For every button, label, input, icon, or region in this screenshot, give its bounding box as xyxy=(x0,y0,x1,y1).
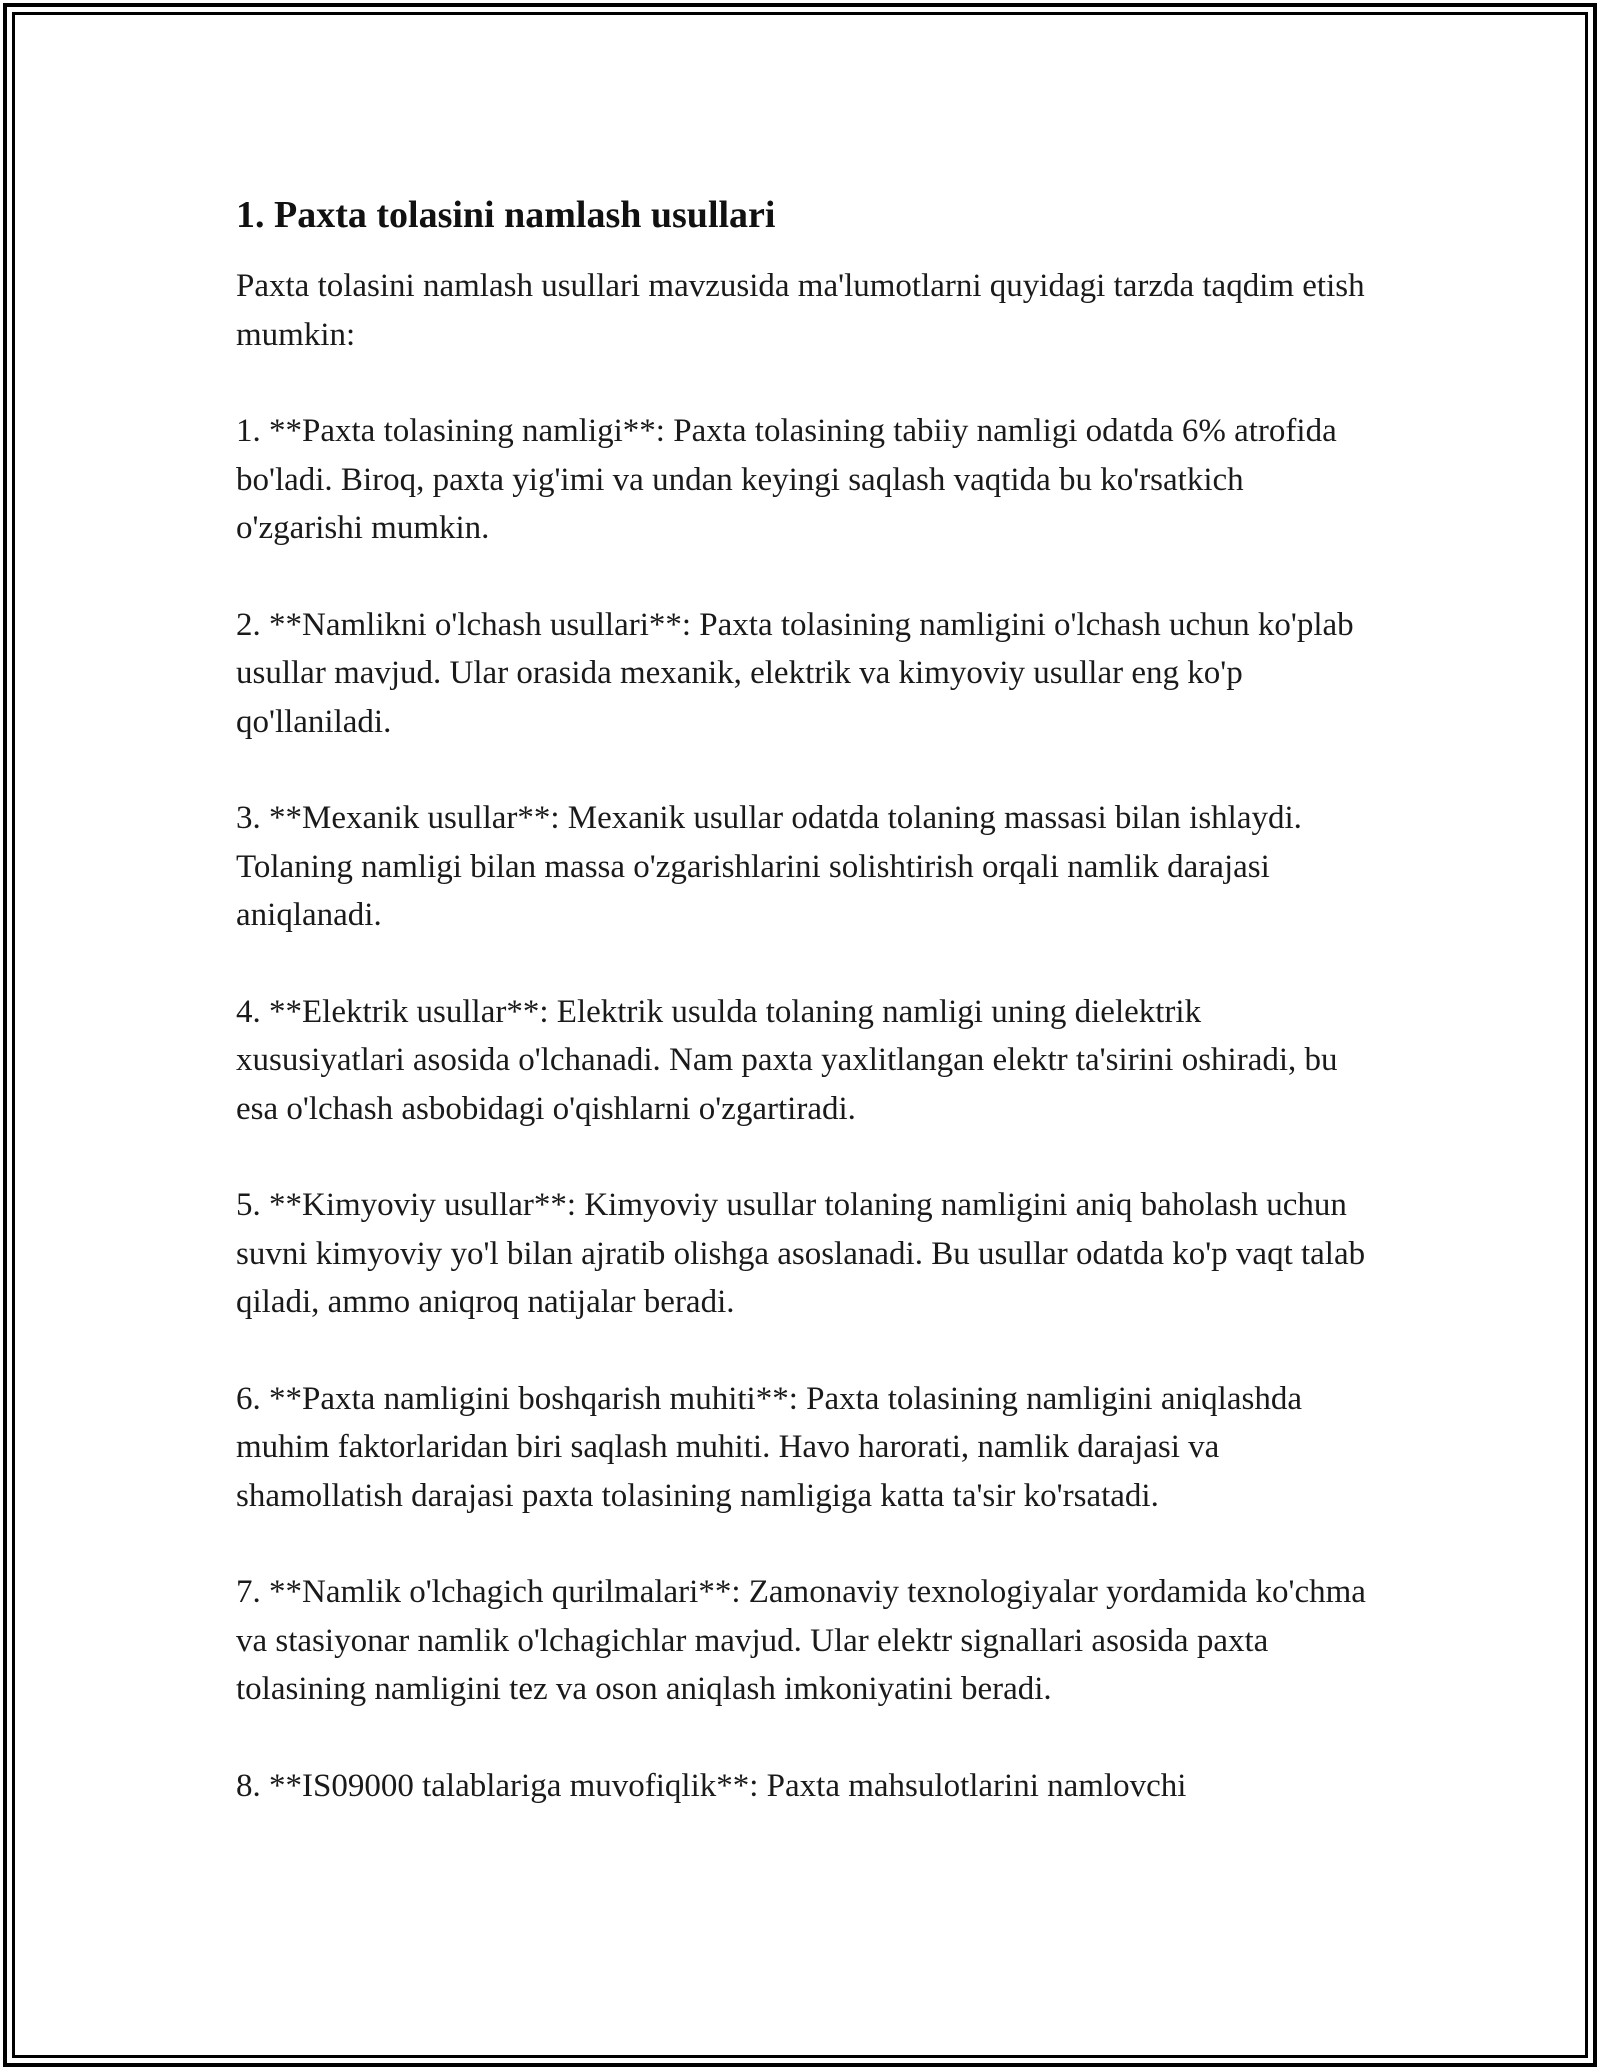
intro-paragraph: Paxta tolasini namlash usullari mavzusida ma'lumotlarni quyidagi tarzda taqdim etish mumkin: xyxy=(236,268,1365,353)
list-item: 3. **Mexanik usullar**: Mexanik usullar odatda tolaning massasi bilan ishlaydi. Tolaning namligi bilan massa o'zgarishlarini solishtirish orqali namlik darajasi aniqlanadi. xyxy=(236,800,1302,933)
list-item: 6. **Paxta namligini boshqarish muhiti**: Paxta tolasining namligini aniqlashda muhim faktorlaridan biri saqlash muhiti. Havo harorati, namlik darajasi va shamollatish darajasi paxta tolasining namligiga katta ta'sir ko'rsatadi. xyxy=(236,1380,1302,1514)
list-item: 8. **IS09000 talablariga muvofiqlik**: Paxta mahsulotlarini namlovchi xyxy=(236,1767,1187,1804)
list-item: 2. **Namlikni o'lchash usullari**: Paxta tolasining namligini o'lchash uchun ko'plab usullar mavjud. Ular orasida mexanik, elektrik va kimyoviy usullar eng ko'p qo'llaniladi. xyxy=(236,606,1354,740)
list-item: 5. **Kimyoviy usullar**: Kimyoviy usullar tolaning namligini aniq baholash uchun suvni kimyoviy yo'l bilan ajratib olishga asoslanadi. Bu usullar odatda ko'p vaqt talab qiladi, ammo aniqroq natijalar beradi. xyxy=(236,1187,1366,1320)
document-title: 1. Paxta tolasini namlash usullari xyxy=(236,194,776,236)
list-item: 4. **Elektrik usullar**: Elektrik usulda tolaning namligi uning dielektrik xususiyatlari asosida o'lchanadi. Nam paxta yaxlitlangan elektr ta'sirini oshiradi, bu esa o'lchash asbobidagi o'qishlarni o'zgartiradi. xyxy=(236,993,1338,1127)
list-item: 1. **Paxta tolasining namligi**: Paxta tolasining tabiiy namligi odatda 6% atrofida bo'ladi. Biroq, paxta yig'imi va undan keyingi saqlash vaqtida bu ko'rsatkich o'zgarishi mumkin. xyxy=(236,413,1337,546)
list-item: 7. **Namlik o'lchagich qurilmalari**: Zamonaviy texnologiyalar yordamida ko'chma va stasiyonar namlik o'lchagichlar mavjud. Ular elektr signallari asosida paxta tolasining namligini tez va oson aniqlash imkoniyatini beradi. xyxy=(236,1574,1366,1707)
document-body xyxy=(236,186,1376,1858)
